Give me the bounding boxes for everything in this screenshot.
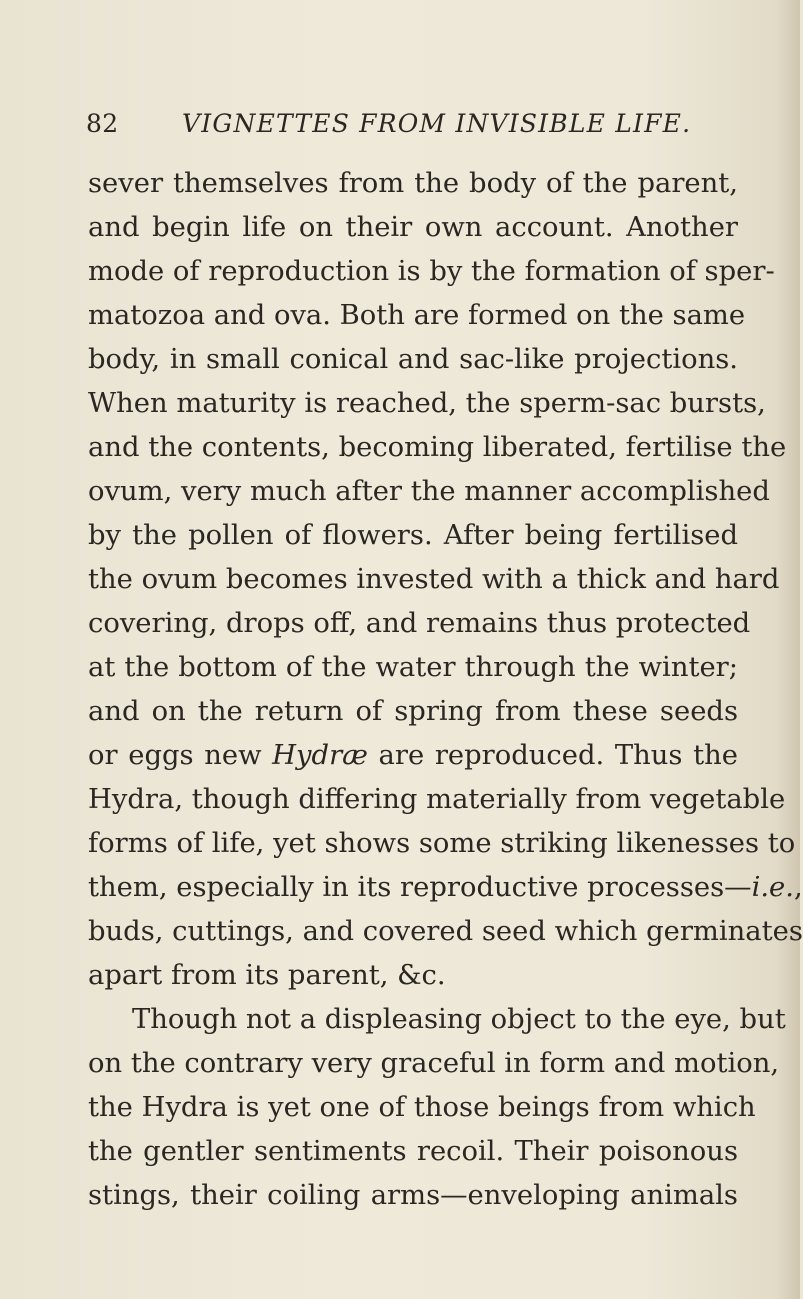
page-header <box>86 104 726 144</box>
text-run: or eggs new <box>88 740 273 771</box>
text-line: covering, drops off, and remains thus protected <box>88 608 751 639</box>
text-line: at the bottom of the water through the winter; <box>88 652 738 683</box>
text-line: mode of reproduction is by the formation of sper- <box>88 256 775 287</box>
text-run: them, especially in its reproductive processes— <box>88 872 752 903</box>
text-line: matozoa and ova. Both are formed on the same <box>88 300 746 331</box>
text-line: by the pollen of flowers. After being fertilised <box>88 520 738 551</box>
text-line: body, in small conical and sac-like projections. <box>88 344 738 375</box>
running-title: VIGNETTES FROM INVISIBLE LIFE. <box>182 109 692 138</box>
text-line: the ovum becomes invested with a thick and hard <box>88 564 780 595</box>
body-text <box>88 162 803 1218</box>
text-line <box>88 866 803 910</box>
text-line: buds, cuttings, and covered seed which germinates <box>88 916 803 947</box>
text-line: ovum, very much after the manner accomplished <box>88 476 770 507</box>
text-run: are reproduced. Thus the <box>367 740 738 771</box>
italic-term: Hydræ <box>272 740 368 771</box>
text-line <box>88 734 738 778</box>
text-line: sever themselves from the body of the parent, <box>88 168 738 199</box>
text-line: and on the return of spring from these seeds <box>88 696 738 727</box>
text-line: When maturity is reached, the sperm-sac bursts, <box>88 388 766 419</box>
italic-term: i.e. <box>751 872 794 903</box>
text-line: the gentler sentiments recoil. Their poisonous <box>88 1136 738 1167</box>
text-line: stings, their coiling arms—enveloping animals <box>88 1180 738 1211</box>
text-line: and the contents, becoming liberated, fertilise the <box>88 432 787 463</box>
text-line: forms of life, yet shows some striking likenesses to <box>88 828 796 859</box>
text-run: , <box>793 872 803 903</box>
text-line: the Hydra is yet one of those beings from which <box>88 1092 756 1123</box>
text-line: Hydra, though differing materially from vegetable <box>88 784 786 815</box>
page-number: 82 <box>86 109 119 138</box>
text-line: on the contrary very graceful in form and motion, <box>88 1048 780 1079</box>
text-line-paragraph-start: Though not a displeasing object to the eye, but <box>132 1004 786 1035</box>
text-line: and begin life on their own account. Another <box>88 212 738 243</box>
text-line-paragraph-end: apart from its parent, &c. <box>88 960 446 991</box>
